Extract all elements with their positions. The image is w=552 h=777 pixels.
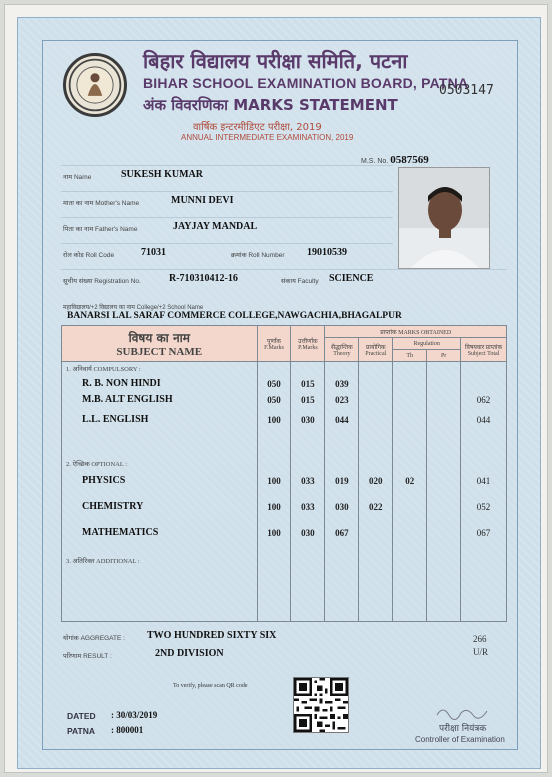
subject-total [461,376,507,392]
mother-name: MUNNI DEVI [171,195,234,206]
board-name-english: BIHAR SCHOOL EXAMINATION BOARD, PATNA [143,75,469,91]
full-marks: 050 [257,376,291,392]
aggregate-label: योगांक AGGREGATE : [63,635,125,642]
roll-number: 19010539 [307,247,347,258]
practical-marks [359,520,393,546]
pass-marks: 033 [291,494,325,520]
subject-header-hindi: विषय का नाम [128,331,190,345]
full-marks-header: पूर्णांक F.Marks [257,326,291,362]
faculty-label: संकाय Faculty [281,278,319,285]
mother-label: माता का नाम Mother's Name [63,200,140,207]
aggregate-total: 266 [473,634,487,644]
verify-instruction: To verify, please scan QR code [173,683,248,689]
subject-total: 041 [461,468,507,494]
result-label: परिणाम RESULT : [63,653,112,660]
th-header: Th [393,350,427,362]
regulation-pr [427,408,461,432]
marks-table [61,325,507,622]
subject-name: L.L. ENGLISH [62,408,258,432]
pass-marks-header: उत्तीर्णांक P.Marks [291,326,325,362]
theory-marks: 039 [325,376,359,392]
pass-marks: 030 [291,408,325,432]
student-name: SUKESH KUMAR [121,169,203,180]
subject-total: 052 [461,494,507,520]
marks-statement-title: अंक विवरणिका MARKS STATEMENT [143,96,398,114]
marks-statement-certificate [17,17,541,769]
regulation-th [393,494,427,520]
table-row [62,408,507,432]
theory-marks: 067 [325,520,359,546]
college-label: महाविद्यालय/+2 विद्यालय का नाम College/+2 School Name [63,305,204,311]
roll-code: 71031 [141,247,166,258]
practical-marks [359,408,393,432]
table-row [62,392,507,408]
table-row [62,468,507,494]
subject-name: CHEMISTRY [62,494,258,520]
mother-row [61,191,393,213]
place-value: : 800001 [111,725,144,735]
student-photo [398,167,490,269]
full-marks: 100 [257,520,291,546]
theory-header: सैद्धान्तिक Theory [325,338,359,362]
name-label: नाम Name [63,174,92,181]
table-row [62,376,507,392]
practical-marks [359,392,393,408]
subject-header-english: SUBJECT NAME [116,346,203,358]
practical-marks: 022 [359,494,393,520]
pass-marks: 015 [291,392,325,408]
subject-header [62,326,258,362]
compulsory-label: 1. अनिवार्य COMPULSORY : [62,362,258,376]
pr-header: Pr [427,350,461,362]
qr-code-icon [293,677,349,733]
regulation-header: Regulation [393,338,461,350]
regulation-pr [427,468,461,494]
roll-code-label: रोल कोड Roll Code [63,252,115,259]
dated-value: : 30/03/2019 [111,710,158,720]
controller-title-english: Controller of Examination [415,735,505,744]
father-name: JAYJAY MANDAL [173,221,258,232]
additional-label: 3. अतिरिक्त ADDITIONAL : [62,546,258,622]
ms-number-value: 0587569 [390,154,429,166]
registration-row [61,269,507,291]
regulation-th [393,392,427,408]
theory-marks: 023 [325,392,359,408]
board-seal-icon [63,53,127,117]
regulation-th [393,408,427,432]
registration-label: सूचीय संख्या Registration No. [63,278,141,285]
theory-marks: 044 [325,408,359,432]
regulation-th [393,376,427,392]
certificate-number: 0503147 [439,83,494,98]
theory-marks: 030 [325,494,359,520]
aggregate-words: TWO HUNDRED SIXTY SIX [147,630,277,641]
practical-header: प्रायोगिक Practical [359,338,393,362]
regulation-pr [427,392,461,408]
result-code: U/R [473,647,489,657]
regulation-pr [427,494,461,520]
subject-total: 062 [461,392,507,408]
table-row [62,520,507,546]
subject-name: R. B. NON HINDI [62,376,258,392]
pass-marks: 030 [291,520,325,546]
subject-name: M.B. ALT ENGLISH [62,392,258,408]
regulation-pr [427,520,461,546]
subject-name: PHYSICS [62,468,258,494]
dated-label: DATED [67,711,96,721]
pass-marks: 033 [291,468,325,494]
full-marks: 100 [257,494,291,520]
full-marks: 100 [257,468,291,494]
pass-marks: 015 [291,376,325,392]
name-row [61,165,393,187]
certificate-inner-border [42,40,518,750]
ms-number-label: M.S. No. [361,158,389,165]
place-label: PATNA [67,726,96,736]
result-division: 2ND DIVISION [155,648,224,659]
regulation-pr [427,376,461,392]
board-name-hindi: बिहार विद्यालय परीक्षा समिति, पटना [143,49,408,73]
registration-number: R-710310412-16 [169,273,238,284]
exam-name-english: ANNUAL INTERMEDIATE EXAMINATION, 2019 [181,133,354,142]
exam-name-hindi: वार्षिक इन्टरमीडिएट परीक्षा, 2019 [193,122,322,133]
regulation-th [393,520,427,546]
subject-total: 044 [461,408,507,432]
controller-title-hindi: परीक्षा नियंत्रक [439,724,487,734]
table-row [62,494,507,520]
practical-marks: 020 [359,468,393,494]
father-row [61,217,393,239]
regulation-th: 02 [393,468,427,494]
full-marks: 050 [257,392,291,408]
optional-label: 2. ऐच्छिक OPTIONAL : [62,432,258,468]
document-frame [4,4,548,773]
subject-total: 067 [461,520,507,546]
theory-marks: 019 [325,468,359,494]
father-label: पिता का नाम Father's Name [63,226,138,233]
college-name: BANARSI LAL SARAF COMMERCE COLLEGE,NAWGACHIA,BHAGALPUR [67,311,402,321]
roll-number-label: क्रमांक Roll Number [231,252,285,259]
marks-obtained-header: प्राप्तांक MARKS OBTAINED [325,326,507,338]
subject-total-header: विषयवार प्राप्तांक Subject Total [461,338,507,362]
full-marks: 100 [257,408,291,432]
subject-name: MATHEMATICS [62,520,258,546]
roll-row [61,243,393,265]
faculty: SCIENCE [329,273,374,284]
practical-marks [359,376,393,392]
